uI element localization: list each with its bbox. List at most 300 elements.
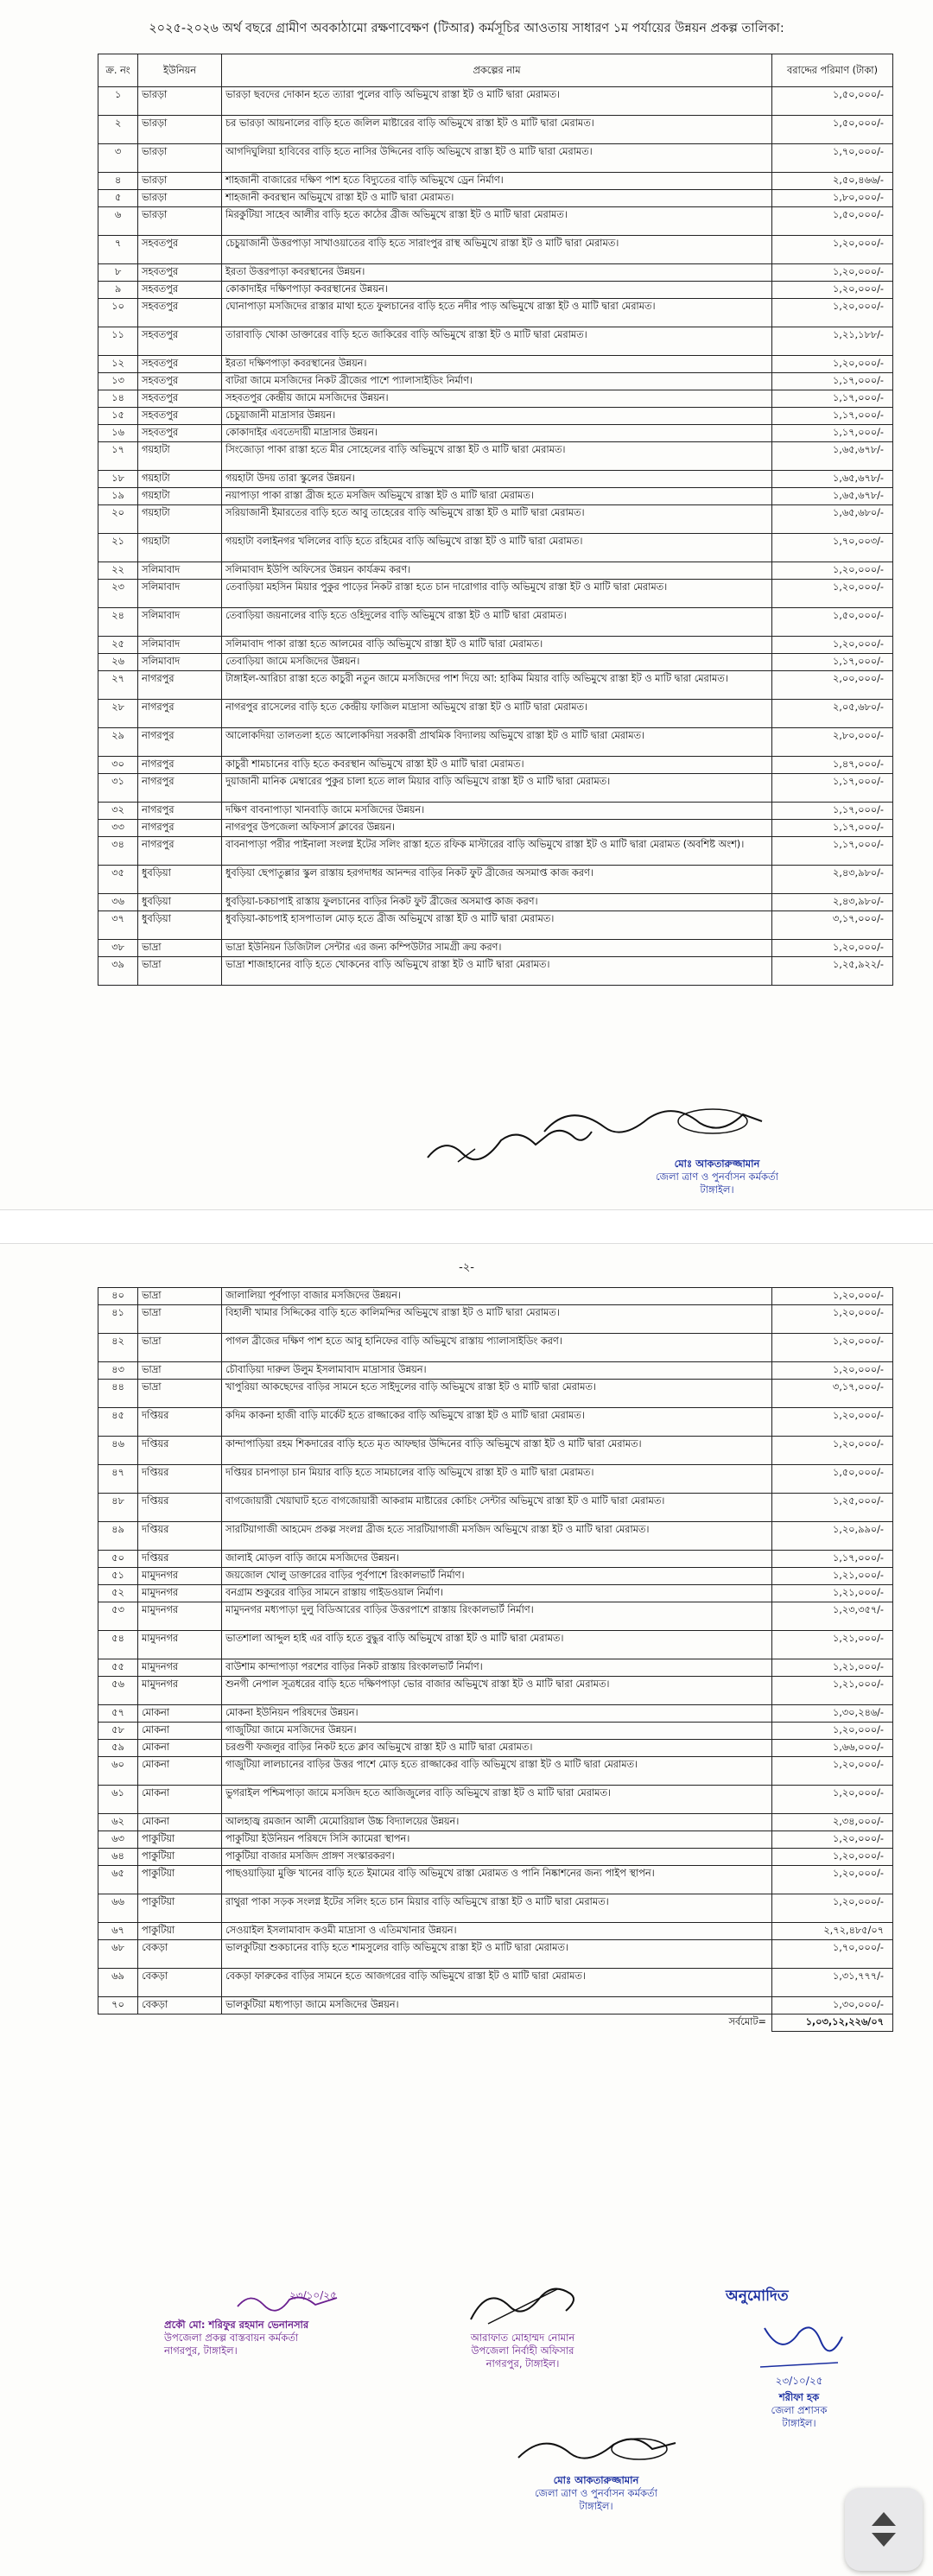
row-project-name: ভাদ্রা শাজাহানের বাড়ি হতে খোকনের বাড়ি অভিমুখে রাস্তা ইট ও মাটি দ্বারা মেরামত। [222, 957, 772, 986]
row-project-name: তেবাড়িয়া জয়নালের বাড়ি হতে ওহিদুলের বাড়ি অভিমুখে রাস্তা ইট ও মাটি দ্বারা মেরামত। [222, 608, 772, 637]
row-serial: ৪৩ [98, 1362, 138, 1380]
row-allocation: ১,১৭,০০০/- [772, 390, 893, 408]
signature-date-left: ২৩/১০/২৫ [289, 2289, 337, 2301]
table-row [98, 505, 893, 534]
table-row [98, 442, 893, 471]
signatory-middle-location: নাগরপুর, টাঙ্গাইল। [486, 2357, 560, 2370]
table-row [98, 471, 893, 488]
row-allocation: ১,২০,০০০/- [772, 637, 893, 654]
row-allocation: ১,১৭,০০০/- [772, 408, 893, 425]
signatory-left-location: নাগরপুর, টাঙ্গাইল। [164, 2344, 238, 2357]
table-row [98, 236, 893, 264]
row-allocation: ২,৩৪,০০০/- [772, 1814, 893, 1831]
page-number: -২- [459, 1261, 474, 1274]
row-allocation: ১,২১,১৮৮/- [772, 327, 893, 356]
row-project-name: সরিয়াজানী ইমারতের বাড়ি হতে আবু তাহেরের বাড়ি অভিমুখে রাস্তা ইট ও মাটি দ্বারা মেরামত। [222, 505, 772, 534]
row-project-name: গাজুটিয়া লালচানের বাড়ির উত্তর পাশে মোড় হতে রাজ্জাকের বাড়ি অভিমুখে রাস্তা ইট ও মাটি দ্বারা মেরামত। [222, 1757, 772, 1786]
row-project-name: আগদিঘুলিয়া হাবিবের বাড়ি হতে নাসির উদ্দিনের বাড়ি অভিমুখে রাস্তা ইট ও মাটি দ্বারা মেরামত। [222, 144, 772, 173]
table-row [98, 488, 893, 505]
row-union: দপ্তিয়র [138, 1408, 222, 1437]
row-allocation: ১,৭০,০০০/- [772, 144, 893, 173]
row-union: মামুদনগর [138, 1568, 222, 1585]
row-allocation: ১,৬৫,৬৭৮/- [772, 471, 893, 488]
row-union: গয়হাটা [138, 442, 222, 471]
approved-label: অনুমোদিত [726, 2287, 789, 2305]
document-page-1 [0, 0, 933, 1209]
row-allocation: ১,৮০,০০০/- [772, 190, 893, 207]
row-project-name: ভুগরাইল পশ্চিমপাড়া জামে মসজিদ হতে আজিজুলের বাড়ি অভিমুখে রাস্তা ইট ও মাটি দ্বারা মেরামত। [222, 1786, 772, 1814]
row-allocation: ১,২০,০০০/- [772, 1866, 893, 1894]
header-allocation: বরাদ্দের পরিমাণ (টাকা) [772, 54, 893, 87]
row-allocation: ১,৬৫,৬৮০/- [772, 505, 893, 534]
signature-block-right [717, 2319, 881, 2430]
row-allocation: ১,১৭,০০০/- [772, 820, 893, 837]
row-union: মোকনা [138, 1786, 222, 1814]
row-serial: ১৪ [98, 390, 138, 408]
signature-block-bottom [484, 2427, 708, 2513]
row-union: ভাদ্রা [138, 957, 222, 986]
signature-date-right: ২৩/১০/২৫ [775, 2375, 823, 2387]
table-row [98, 1334, 893, 1362]
row-union: ভাদ্রা [138, 940, 222, 957]
table-row [98, 911, 893, 940]
row-project-name: পাগল ব্রীজের দক্ষিণ পাশ হতে আবু হানিফের বাড়ি অভিমুখে রাস্তায় প্যালাসাইডিং করণ। [222, 1334, 772, 1362]
row-serial: ৬০ [98, 1757, 138, 1786]
signatory-bottom-designation: জেলা ত্রাণ ও পুনর্বাসন কর্মকর্তা [535, 2487, 657, 2499]
table-row [98, 1757, 893, 1786]
table-row [98, 1923, 893, 1940]
row-serial: ২৫ [98, 637, 138, 654]
table-row [98, 654, 893, 671]
row-serial: ১৩ [98, 373, 138, 390]
row-serial: ৫৮ [98, 1723, 138, 1740]
row-union: ভাদ্রা [138, 1334, 222, 1362]
signatory-bottom-name: মোঃ আকতারুজ্জামান [553, 2474, 639, 2486]
table-row [98, 1866, 893, 1894]
row-union: ভারড়া [138, 173, 222, 190]
row-serial: ৩৬ [98, 894, 138, 911]
header-union: ইউনিয়ন [138, 54, 222, 87]
row-serial: ৯ [98, 282, 138, 299]
table-row [98, 190, 893, 207]
table-row [98, 757, 893, 774]
row-union: গয়হাটা [138, 471, 222, 488]
row-union: ভারড়া [138, 87, 222, 116]
row-serial: ৫২ [98, 1585, 138, 1602]
row-project-name: শাহজানী কবরস্থান অভিমুখে রাস্তা ইট ও মাটি দ্বারা মেরামত। [222, 190, 772, 207]
row-serial: ১ [98, 87, 138, 116]
row-serial: ৪৫ [98, 1408, 138, 1437]
row-serial: ৫ [98, 190, 138, 207]
row-serial: ৫৭ [98, 1705, 138, 1723]
up-arrow-icon [872, 2512, 896, 2526]
row-project-name: বাউশাম কান্দাপাড়া পরশের বাড়ির নিকট রাস্তায় রিংকালভার্ট নির্মাণ। [222, 1659, 772, 1677]
row-serial: ১৬ [98, 425, 138, 442]
row-union: মামুদনগর [138, 1602, 222, 1631]
row-serial: ৩৫ [98, 866, 138, 894]
row-serial: ৪৯ [98, 1522, 138, 1551]
row-union: মামুদনগর [138, 1585, 222, 1602]
row-allocation: ১,২০,০০০/- [772, 1288, 893, 1305]
row-serial: ৩৩ [98, 820, 138, 837]
row-allocation: ১,২০,০০০/- [772, 1849, 893, 1866]
row-serial: ৫০ [98, 1551, 138, 1568]
row-serial: ৫৩ [98, 1602, 138, 1631]
row-allocation: ২,৪৩,৯৮০/- [772, 866, 893, 894]
row-union: ধুবড়িয়া [138, 911, 222, 940]
row-project-name: বনগ্রাম শুকুরের বাড়ির সামনে রাস্তায় গাইডওয়াল নির্মাণ। [222, 1585, 772, 1602]
signature-scribble-right [536, 1097, 769, 1149]
row-serial: ১৫ [98, 408, 138, 425]
row-union: সহবতপুর [138, 408, 222, 425]
row-serial: ৮ [98, 264, 138, 282]
row-union: ভাদ্রা [138, 1288, 222, 1305]
row-allocation: ১,২০,০০০/- [772, 299, 893, 327]
row-union: ভাদ্রা [138, 1380, 222, 1408]
row-serial: ৪৮ [98, 1494, 138, 1522]
row-union: নাগরপুর [138, 757, 222, 774]
row-serial: ৩০ [98, 757, 138, 774]
row-allocation: ১,৫০,০০০/- [772, 608, 893, 637]
down-arrow-icon [872, 2533, 896, 2547]
row-project-name: কদিম কাকনা হাজী বাড়ি মার্কেট হতে রাজ্জাকের বাড়ি অভিমুখে রাস্তা ইট ও মাটি দ্বারা মেরামত। [222, 1408, 772, 1437]
table-row [98, 940, 893, 957]
row-serial: ৩৭ [98, 911, 138, 940]
row-allocation: ১,৪৭,০০০/- [772, 757, 893, 774]
table-row [98, 1631, 893, 1659]
row-union: সলিমাবাদ [138, 654, 222, 671]
table-body-page-2 [98, 1288, 893, 2014]
row-allocation: ১,২০,০০০/- [772, 236, 893, 264]
row-union: নাগরপুর [138, 837, 222, 866]
row-allocation: ১,২০,০০০/- [772, 1408, 893, 1437]
row-project-name: চরগুণী ফজলুর বাড়ির নিকট হতে ক্লাব অভিমুখে রাস্তা ইট ও মাটি দ্বারা মেরামত। [222, 1740, 772, 1757]
row-allocation: ১,২০,০০০/- [772, 1723, 893, 1740]
row-serial: ৬৭ [98, 1923, 138, 1940]
table-row [98, 1585, 893, 1602]
row-union: পাকুটিয়া [138, 1866, 222, 1894]
row-union: ভারড়া [138, 116, 222, 144]
row-allocation: ২,৫০,৪৬৬/- [772, 173, 893, 190]
page-gap [0, 1209, 933, 1244]
table-row [98, 1997, 893, 2014]
table-row [98, 608, 893, 637]
row-allocation: ১,২১,০০০/- [772, 1631, 893, 1659]
row-allocation: ১,২০,০০০/- [772, 1362, 893, 1380]
table-row [98, 1305, 893, 1334]
table-row [98, 1705, 893, 1723]
row-allocation: ১,২০,০০০/- [772, 1894, 893, 1923]
row-serial: ১১ [98, 327, 138, 356]
row-serial: ৭ [98, 236, 138, 264]
row-union: নাগরপুর [138, 803, 222, 820]
row-project-name: চৌবাড়িয়া দারুল উলুম ইসলামাবাদ মাদ্রাসার উন্নয়ন। [222, 1362, 772, 1380]
row-union: সলিমাবাদ [138, 637, 222, 654]
row-union: পাকুটিয়া [138, 1923, 222, 1940]
row-project-name: পাকুটিয়া বাজার মসজিদ প্রাঙ্গণ সংস্কারকরণ। [222, 1849, 772, 1866]
row-union: সহবতপুর [138, 390, 222, 408]
row-serial: ৩১ [98, 774, 138, 803]
row-serial: ৬২ [98, 1814, 138, 1831]
row-union: দপ্তিয়র [138, 1522, 222, 1551]
table-row [98, 1288, 893, 1305]
row-allocation: ১,৩১,৭৭৭/- [772, 1969, 893, 1997]
row-allocation: ১,৬৬,০০০/- [772, 1740, 893, 1757]
row-project-name: কান্দাপাড়িয়া রহম শিকদারের বাড়ি হতে মৃত আফছার উদ্দিনের বাড়ি অভিমুখে রাস্তা ইট ও মাটি দ্বারা মেরামত। [222, 1437, 772, 1465]
row-serial: ৬১ [98, 1786, 138, 1814]
table-row [98, 264, 893, 282]
row-serial: ৪৬ [98, 1437, 138, 1465]
row-allocation: ২,০০,০০০/- [772, 671, 893, 700]
row-union: ধুবড়িয়া [138, 866, 222, 894]
row-project-name: সারটিয়াগাজী আহমেদ প্রকল্প সংলগ্ন ব্রীজ হতে সারটিয়াগাজী মসজিদ অভিমুখে রাস্তা ইট ও মাটি দ্বারা মেরামত। [222, 1522, 772, 1551]
row-project-name: চেচুয়াজানী উত্তরপাড়া সাখাওয়াতের বাড়ি হতে সারাংপুর রাস্থ অভিমুখে রাস্তা ইট ও মাটি দ্বারা মেরামত। [222, 236, 772, 264]
row-project-name: নাগরপুর উপজেলা অফিসার্স ক্লাবের উন্নয়ন। [222, 820, 772, 837]
row-project-name: বাগজোয়ারী খেয়াঘাট হতে বাগজোয়ারী আকরাম মাষ্টারের কোচিং সেন্টার অভিমুখে রাস্তা ইট ও মাটি দ্বারা মেরামত। [222, 1494, 772, 1522]
row-serial: ৬৫ [98, 1866, 138, 1894]
row-serial: ৬৩ [98, 1831, 138, 1849]
table-row [98, 1362, 893, 1380]
row-allocation: ১,২০,০০০/- [772, 1334, 893, 1362]
row-union: ভারড়া [138, 144, 222, 173]
row-project-name: আলোকদিয়া তালতলা হতে আলোকদিয়া সরকারী প্রাথমিক বিদ্যালয় অভিমুখে রাস্তা ইট ও মাটি দ্বারা মেরামত। [222, 728, 772, 757]
table-row [98, 837, 893, 866]
table-row [98, 173, 893, 190]
row-project-name: মোকনা ইউনিয়ন পরিষদের উন্নয়ন। [222, 1705, 772, 1723]
table-row [98, 1969, 893, 1997]
table-row [98, 327, 893, 356]
row-union: ভাদ্রা [138, 1305, 222, 1334]
row-serial: ১৮ [98, 471, 138, 488]
row-project-name: বাটরা জামে মসজিদের নিকট ব্রীজের পাশে প্যালাসাইডিং নির্মাণ। [222, 373, 772, 390]
row-project-name: কাচুরী শামচানের বাড়ি হতে কবরস্থান অভিমুখে রাস্তা ইট ও মাটি দ্বারা মেরামত। [222, 757, 772, 774]
row-serial: ৩৮ [98, 940, 138, 957]
row-union: নাগরপুর [138, 774, 222, 803]
row-union: সহবতপুর [138, 356, 222, 373]
row-serial: ২০ [98, 505, 138, 534]
row-allocation: ১,১৭,০০০/- [772, 774, 893, 803]
table-row [98, 1408, 893, 1437]
row-union: দপ্তিয়র [138, 1437, 222, 1465]
row-allocation: ১,২০,০০০/- [772, 940, 893, 957]
row-allocation: ১,২০,০০০/- [772, 1786, 893, 1814]
row-serial: ৫৬ [98, 1677, 138, 1705]
table-row [98, 1786, 893, 1814]
row-project-name: বাবনাপাড়া পরীর পাইনালা সংলগ্ন ইটের সলিং রাস্তা হতে রফিক মাস্টারের বাড়ি অভিমুখে রাস্তা ইট ও মাটি দ্বারা মেরামত (অবশিষ্ট অংশ)। [222, 837, 772, 866]
row-allocation: ১,১৭,০০০/- [772, 373, 893, 390]
row-union: নাগরপুর [138, 820, 222, 837]
row-allocation: ১,১৭,০০০/- [772, 654, 893, 671]
row-union: দপ্তিয়র [138, 1494, 222, 1522]
row-union: নাগরপুর [138, 728, 222, 757]
row-allocation: ১,২০,০০০/- [772, 1757, 893, 1786]
table-row [98, 534, 893, 562]
row-union: গয়হাটা [138, 534, 222, 562]
table-row [98, 425, 893, 442]
table-row [98, 1831, 893, 1849]
row-union: মোকনা [138, 1740, 222, 1757]
table-body-page-1 [98, 87, 893, 986]
row-union: পাকুটিয়া [138, 1831, 222, 1849]
row-union: মোকনা [138, 1723, 222, 1740]
row-serial: ৬৬ [98, 1894, 138, 1923]
row-union: ধুবড়িয়া [138, 894, 222, 911]
table-row [98, 1740, 893, 1757]
row-serial: ৪৭ [98, 1465, 138, 1494]
total-label: সর্বমোট= [728, 2016, 766, 2027]
project-table-page-1 [98, 54, 893, 986]
header-project-name: প্রকল্পের নাম [222, 54, 772, 87]
table-row [98, 803, 893, 820]
row-project-name: গয়হাটা বলাইনগর খলিলের বাড়ি হতে রহিমের বাড়ি অভিমুখে রাস্তা ইট ও মাটি দ্বারা মেরামত। [222, 534, 772, 562]
row-union: পাকুটিয়া [138, 1849, 222, 1866]
row-allocation: ১,২১,০০০/- [772, 1677, 893, 1705]
row-union: সহবতপুর [138, 236, 222, 264]
row-union: সহবতপুর [138, 299, 222, 327]
row-union: ভাদ্রা [138, 1362, 222, 1380]
row-serial: ৩২ [98, 803, 138, 820]
row-project-name: ভালকুটিয়া মধ্যপাড়া জামে মসজিদের উন্নয়ন। [222, 1997, 772, 2014]
row-allocation: ১,১৭,০০০/- [772, 803, 893, 820]
row-allocation: ২,০৫,৬৮০/- [772, 700, 893, 728]
table-row [98, 116, 893, 144]
row-project-name: তেবাড়িয়া মহসিন মিয়ার পুকুর পাড়ের নিকট রাস্তা হতে চান দারোগার বাড়ি অভিমুখে রাস্তা ইট ও মাটি দ্বারা মেরামত। [222, 580, 772, 608]
row-allocation: ১,২০,০০০/- [772, 1305, 893, 1334]
row-union: সলিমাবাদ [138, 580, 222, 608]
row-serial: ১৭ [98, 442, 138, 471]
project-table-page-2 [98, 1287, 893, 2032]
row-union: নাগরপুর [138, 671, 222, 700]
row-serial: ৪২ [98, 1334, 138, 1362]
table-row [98, 1677, 893, 1705]
row-serial: ৪ [98, 173, 138, 190]
row-serial: ১০ [98, 299, 138, 327]
row-project-name: সলিমাবাদ ইউপি অফিসের উন্নয়ন কার্যক্রম করণ। [222, 562, 772, 580]
table-row [98, 87, 893, 116]
table-row [98, 207, 893, 236]
document-title: ২০২৫-২০২৬ অর্থ বছরে গ্রামীণ অবকাঠামো রক্ষণাবেক্ষণ (টিআর) কর্মসূচির আওতায় সাধারণ ১ম পর্যায়ের উন্নয়ন প্রকল্প তালিকা: [149, 22, 784, 35]
table-row [98, 700, 893, 728]
row-serial: ২৭ [98, 671, 138, 700]
row-allocation: ১,১৭,০০০/- [772, 837, 893, 866]
row-union: সহবতপুর [138, 264, 222, 282]
row-union: সহবতপুর [138, 373, 222, 390]
table-row [98, 1437, 893, 1465]
table-row [98, 728, 893, 757]
table-row [98, 1659, 893, 1677]
table-row [98, 1894, 893, 1923]
table-row [98, 1723, 893, 1740]
row-project-name: নাগরপুর রাসেলের বাড়ি হতে কেন্দ্রীয় ফাজিল মাদ্রাসা অভিমুখে রাস্তা ইট ও মাটি দ্বারা মেরামত। [222, 700, 772, 728]
table-row [98, 1814, 893, 1831]
row-project-name: শাহজানী বাজারের দক্ষিণ পাশ হতে বিদ্যুতের বাড়ি অভিমুখে ড্রেন নির্মাণ। [222, 173, 772, 190]
table-row [98, 671, 893, 700]
row-serial: ১২ [98, 356, 138, 373]
row-project-name: ইরতা উত্তরপাড়া কবরস্থানের উন্নয়ন। [222, 264, 772, 282]
row-serial: ২৩ [98, 580, 138, 608]
row-project-name: জালাই মোড়ল বাড়ি জামে মসজিদের উন্নয়ন। [222, 1551, 772, 1568]
total-value: ১,০৩,১২,২২৬/০৭ [772, 2014, 893, 2032]
row-project-name: ইরতা দক্ষিণপাড়া কবরস্থানের উন্নয়ন। [222, 356, 772, 373]
table-row [98, 1380, 893, 1408]
row-serial: ২২ [98, 562, 138, 580]
row-union: গয়হাটা [138, 488, 222, 505]
row-project-name: দপ্তিয়র চানপাড়া চান মিয়ার বাড়ি হতে সামচালের বাড়ি অভিমুখে রাস্তা ইট ও মাটি দ্বারা মেরামত। [222, 1465, 772, 1494]
row-allocation: ১,২৩,৩৫৭/- [772, 1602, 893, 1631]
scroll-control-button[interactable] [845, 2488, 923, 2571]
row-allocation: ১,১৭,০০০/- [772, 1551, 893, 1568]
row-union: সলিমাবাদ [138, 562, 222, 580]
table-row [98, 282, 893, 299]
signatory-left-name: প্রকৌ মো: শরিফুর রহমান ভেনানসার [164, 2319, 309, 2331]
row-project-name: বিহালী খামার সিদ্দিকের বাড়ি হতে কালিমন্দির অভিমুখে রাস্তা ইট ও মাটি দ্বারা মেরামত। [222, 1305, 772, 1334]
row-allocation: ৩,১৭,০০০/- [772, 1380, 893, 1408]
row-project-name: ভারড়া ছবদের দোকান হতে ত্যারা পুলের বাড়ি অভিমুখে রাস্তা ইট ও মাটি দ্বারা মেরামত। [222, 87, 772, 116]
row-union: মামুদনগর [138, 1659, 222, 1677]
row-serial: ৬৮ [98, 1940, 138, 1969]
row-serial: ২৪ [98, 608, 138, 637]
row-union: সহবতপুর [138, 425, 222, 442]
row-serial: ২ [98, 116, 138, 144]
row-allocation: ১,২০,০০০/- [772, 1831, 893, 1849]
row-project-name: সহবতপুর কেন্দ্রীয় জামে মসজিদের উন্নয়ন। [222, 390, 772, 408]
row-union: সহবতপুর [138, 282, 222, 299]
row-union: বেকড়া [138, 1940, 222, 1969]
row-union: মোকনা [138, 1705, 222, 1723]
row-union: ভারড়া [138, 207, 222, 236]
signature-block-middle [423, 2281, 622, 2370]
row-allocation: ১,২৫,০০০/- [772, 1494, 893, 1522]
row-allocation: ১,১৭,০০০/- [772, 425, 893, 442]
row-union: পাকুটিয়া [138, 1894, 222, 1923]
row-project-name: পাছওয়াড়িয়া মুক্তি খানের বাড়ি হতে ইমামের বাড়ি অভিমুখে রাস্তা মেরামত ও পানি নিষ্কাশনের জন্য পাইপ স্থাপন। [222, 1866, 772, 1894]
table-row [98, 356, 893, 373]
row-allocation: ১,২১,০০০/- [772, 1568, 893, 1585]
row-union: সহবতপুর [138, 327, 222, 356]
row-serial: ৬৪ [98, 1849, 138, 1866]
signatory-middle-name: আরাফাত মোহাম্মদ নোমান [470, 2332, 575, 2344]
table-row [98, 580, 893, 608]
signatory-left-designation: উপজেলা প্রকল্প বাস্তবায়ন কর্মকর্তা [164, 2332, 299, 2344]
row-allocation: ১,২৫,৯২২/- [772, 957, 893, 986]
table-row [98, 1465, 893, 1494]
table-row [98, 1849, 893, 1866]
row-union: বেকড়া [138, 1969, 222, 1997]
signature-scribble-right-blue [747, 2319, 851, 2371]
row-serial: ৬৯ [98, 1969, 138, 1997]
row-project-name: দক্ষিণ বাবনাপাড়া খানবাড়ি জামে মসজিদের উন্নয়ন। [222, 803, 772, 820]
signatory-location: টাঙ্গাইল। [700, 1183, 734, 1196]
signatory-right-designation: জেলা প্রশাসক [771, 2404, 828, 2416]
row-allocation: ১,৫০,০০০/- [772, 116, 893, 144]
row-serial: ৩৯ [98, 957, 138, 986]
row-project-name: চর ভারড়া আয়নালের বাড়ি হতে জলিল মাষ্টারের বাড়ি অভিমুখে রাস্তা ইট ও মাটি দ্বারা মেরামত। [222, 116, 772, 144]
row-serial: ৩৪ [98, 837, 138, 866]
row-union: মামুদনগর [138, 1631, 222, 1659]
row-serial: ৪১ [98, 1305, 138, 1334]
row-serial: ২১ [98, 534, 138, 562]
table-row [98, 408, 893, 425]
table-row [98, 144, 893, 173]
row-project-name: কোকাদাইর এবতেদায়ী মাদ্রাসার উন্নয়ন। [222, 425, 772, 442]
row-serial: ২৬ [98, 654, 138, 671]
table-row [98, 1522, 893, 1551]
row-project-name: আলহাজ্ব রমজান আলী মেমোরিয়াল উচ্চ বিদ্যালয়ের উন্নয়ন। [222, 1814, 772, 1831]
signatory-right-location: টাঙ্গাইল। [782, 2417, 816, 2429]
row-project-name: তারাবাড়ি খোকা ডাক্তারের বাড়ি হতে জাকিরের বাড়ি অভিমুখে রাস্তা ইট ও মাটি দ্বারা মেরামত। [222, 327, 772, 356]
row-serial: ২৯ [98, 728, 138, 757]
signature-block-page-1 [605, 1158, 829, 1196]
